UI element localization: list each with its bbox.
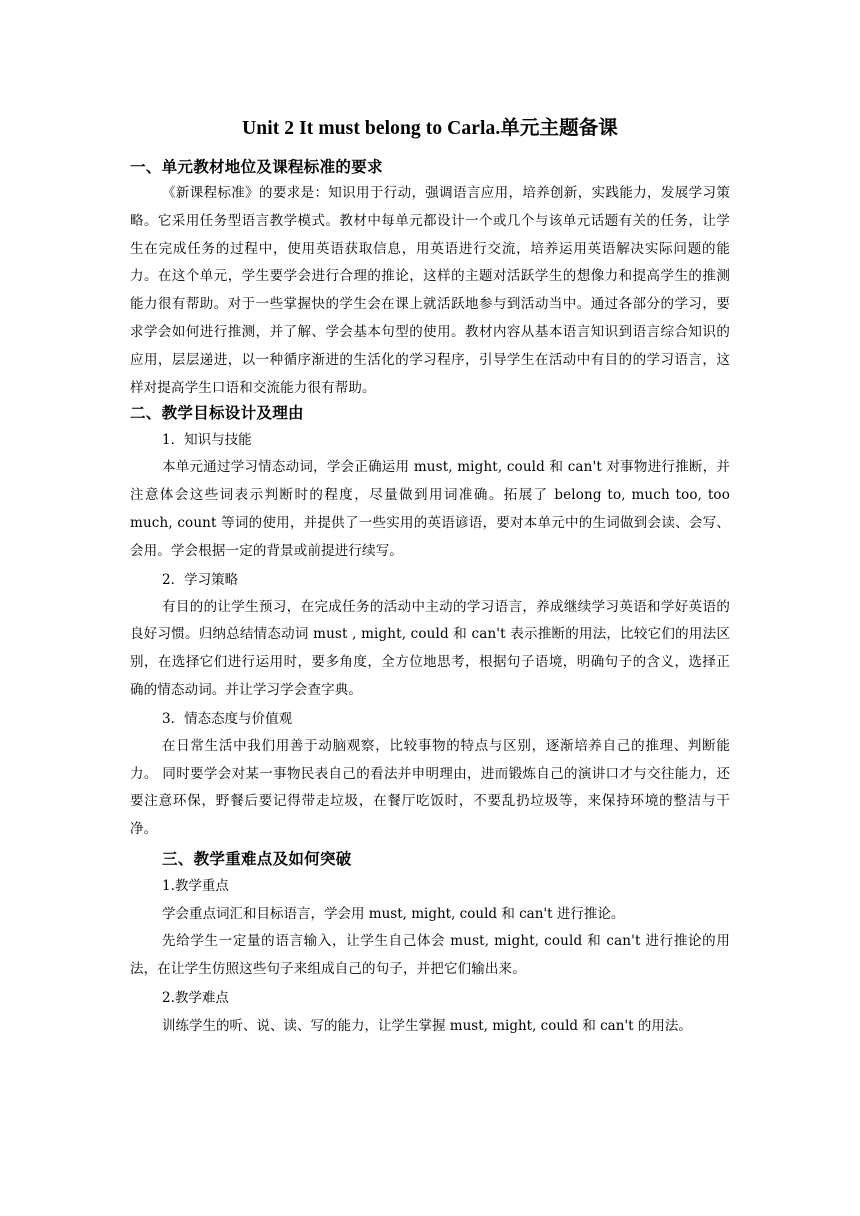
key-points-paragraph-1: 学会重点词汇和目标语言，学会用 must, might, could 和 can't 进行推论。 bbox=[162, 905, 625, 922]
section-heading-2: 二、教学目标设计及理由 bbox=[130, 403, 304, 423]
difficult-points-paragraph: 训练学生的听、说、读、写的能力，让学生掌握 must, might, could 和 can't 的用法。 bbox=[162, 1017, 692, 1034]
section-1-paragraph: 《新课程标准》的要求是：知识用于行动，强调语言应用，培养创新，实践能力，发展学习策略。它采用任务型语言教学模式。教材中每单元都设计一个或几个与该单元话题有关的任务，让学生在完成任务的过程中，使用英语获取信息，用英语进行交流，培养运用英语解决实际问题的能力。在这个单元，学生要学会进行合理的推论，这样的主题对活跃学生的想像力和提高学生的推测能力很有帮助。对于一些掌握快的学生会在课上就活跃地参与到活动当中。通过各部分的学习，要求学会如何进行推测，并了解、学会基本句型的使用。教材内容从基本语言知识到语言综合知识的应用，层层递进，以一种循序渐进的生活化的学习程序，引导学生在活动中有目的的学习语言，这样对提高学生口语和交流能力很有帮助。 bbox=[130, 185, 730, 396]
subheading-key-points: 1.教学重点 bbox=[162, 877, 229, 894]
subheading-knowledge-skills: 1．知识与技能 bbox=[162, 432, 252, 449]
attitude-values-paragraph: 在日常生活中我们用善于动脑观察，比较事物的特点与区别，逐渐培养自己的推理、判断能力。 同时要学会对某一事物民表自己的看法并申明理由，进而锻炼自己的演讲口才与交往能力，还要注意环保，野餐后要记得带走垃圾，在餐厅吃饭时，不要乱扔垃圾等，来保持环境的整洁与干净。 bbox=[130, 737, 730, 838]
learning-strategy-paragraph: 有目的的让学生预习，在完成任务的活动中主动的学习语言，养成继续学习英语和学好英语的良好习惯。归纳总结情态动词 must , might, could 和 can't 表示推断的用法，比较它们的用法区别，在选择它们进行运用时，要多角度，全方位地思考，根据句子语境，明确句子的含义，选择正确的情态动词。并让学习学会查字典。 bbox=[130, 598, 730, 698]
subheading-difficult-points: 2.教学难点 bbox=[162, 989, 229, 1006]
key-points-paragraph-2: 先给学生一定量的语言输入，让学生自己体会 must, might, could 和 can't 进行推论的用法，在让学生仿照这些句子来组成自己的句子，并把它们输出来。 bbox=[130, 932, 730, 977]
knowledge-skills-paragraph: 本单元通过学习情态动词，学会正确运用 must, might, could 和 can't 对事物进行推断，并注意体会这些词表示判断时的程度，尽量做到用词准确。拓展了 belong to, much too, too much, count 等词的使用，并提供了一些实用的英语谚语，要对本单元中的生词做到会读、会写、会用。学会根据一定的背景或前提进行续写。 bbox=[130, 459, 730, 559]
section-heading-3: 三、教学重难点及如何突破 bbox=[162, 848, 352, 868]
document-title: Unit 2 It must belong to Carla.单元主题备课 bbox=[242, 118, 618, 139]
subheading-attitude-values: 3．情态态度与价值观 bbox=[162, 710, 293, 727]
subheading-learning-strategy: 2．学习策略 bbox=[162, 571, 239, 588]
document-body bbox=[130, 116, 730, 1040]
section-heading-1: 一、单元教材地位及课程标准的要求 bbox=[130, 157, 383, 176]
